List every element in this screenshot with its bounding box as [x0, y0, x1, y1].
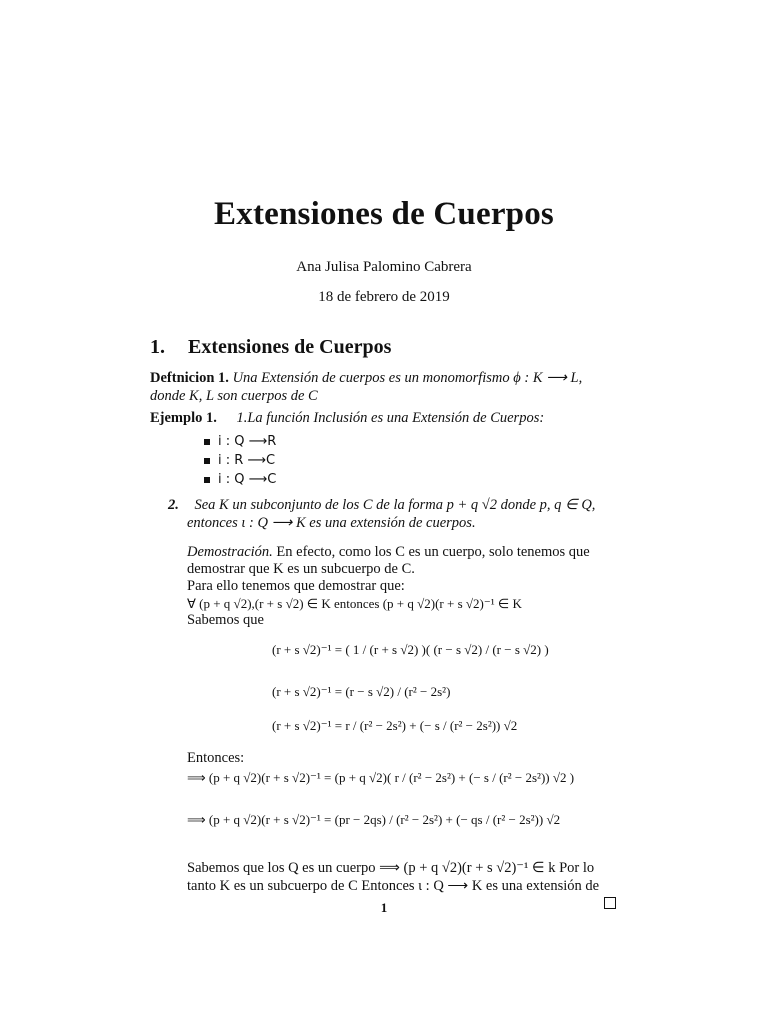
- conclusion-line-1: Sabemos que los Q es un cuerpo ⟹ (p + q √2)(r + s √2)⁻¹ ∈ k Por lo: [187, 860, 595, 876]
- equation-4: ⟹ (p + q √2)(r + s √2)⁻¹ = (p + q √2)( r / (r² − 2s²) + (− s / (r² − 2s²)) √2 ): [187, 770, 575, 785]
- proof-line-5: Sabemos que: [187, 612, 264, 628]
- proof-line-1: [187, 544, 590, 561]
- definition-text-1: Una Extensión de cuerpos es un monomorfismo ϕ : K ⟶ L,: [232, 370, 583, 386]
- document-title: Extensiones de Cuerpos: [214, 196, 554, 232]
- example-item-2-line-2: entonces ι : Q ⟶ K es una extensión de cuerpos.: [187, 515, 476, 531]
- document-date: 18 de febrero de 2019: [318, 289, 450, 305]
- proof-then: Entonces:: [187, 750, 245, 766]
- author-name: Ana Julisa Palomino Cabrera: [296, 259, 472, 275]
- example-item-2-number: 2.: [168, 497, 179, 513]
- equation-3: (r + s √2)⁻¹ = r / (r² − 2s²) + (− s / (r² − 2s²)) √2: [272, 718, 518, 733]
- proof-line-4: ∀ (p + q √2),(r + s √2) ∈ K entonces (p + q √2)(r + s √2)⁻¹ ∈ K: [187, 596, 522, 611]
- example-item-1: 1.La función Inclusión es una Extensión de Cuerpos:: [236, 410, 545, 426]
- definition-label: Deftnicion 1.: [150, 370, 229, 386]
- proof-line-3: Para ello tenemos que demostrar que:: [187, 578, 405, 594]
- example-item-2-line-1: [168, 497, 595, 514]
- section-heading: [150, 336, 391, 359]
- bullet-item: i : Q ⟶C: [204, 472, 276, 487]
- conclusion-line-2: tanto K es un subcuerpo de C Entonces ι : Q ⟶ K es una extensión de: [187, 878, 600, 894]
- equation-1: (r + s √2)⁻¹ = ( 1 / (r + s √2) )( (r − s √2) / (r − s √2) ): [272, 642, 549, 657]
- definition-line-2: donde K, L son cuerpos de C: [150, 388, 318, 404]
- section-number: 1.: [150, 336, 165, 358]
- definition-line-1: [150, 370, 582, 387]
- equation-2: (r + s √2)⁻¹ = (r − s √2) / (r² − 2s²): [272, 684, 451, 699]
- bullet-icon: [204, 477, 210, 483]
- bullet-item: i : R ⟶C: [204, 453, 275, 468]
- qed-square-icon: [604, 897, 616, 909]
- equation-5: ⟹ (p + q √2)(r + s √2)⁻¹ = (pr − 2qs) / (r² − 2s²) + (− qs / (r² − 2s²)) √2: [187, 812, 561, 827]
- section-title: Extensiones de Cuerpos: [188, 336, 392, 358]
- proof-label: Demostración.: [187, 544, 273, 560]
- example-label: Ejemplo 1.: [150, 410, 217, 426]
- example-item-2-text: Sea K un subconjunto de los C de la forma p + q √2 donde p, q ∈ Q,: [194, 497, 596, 513]
- proof-line-2: demostrar que K es un subcuerpo de C.: [187, 561, 415, 577]
- page-number: 1: [380, 900, 388, 915]
- bullet-item: i : Q ⟶R: [204, 434, 276, 449]
- example-line-1: [150, 410, 544, 427]
- bullet-icon: [204, 439, 210, 445]
- bullet-icon: [204, 458, 210, 464]
- proof-text-1: En efecto, como los C es un cuerpo, solo tenemos que: [276, 544, 590, 560]
